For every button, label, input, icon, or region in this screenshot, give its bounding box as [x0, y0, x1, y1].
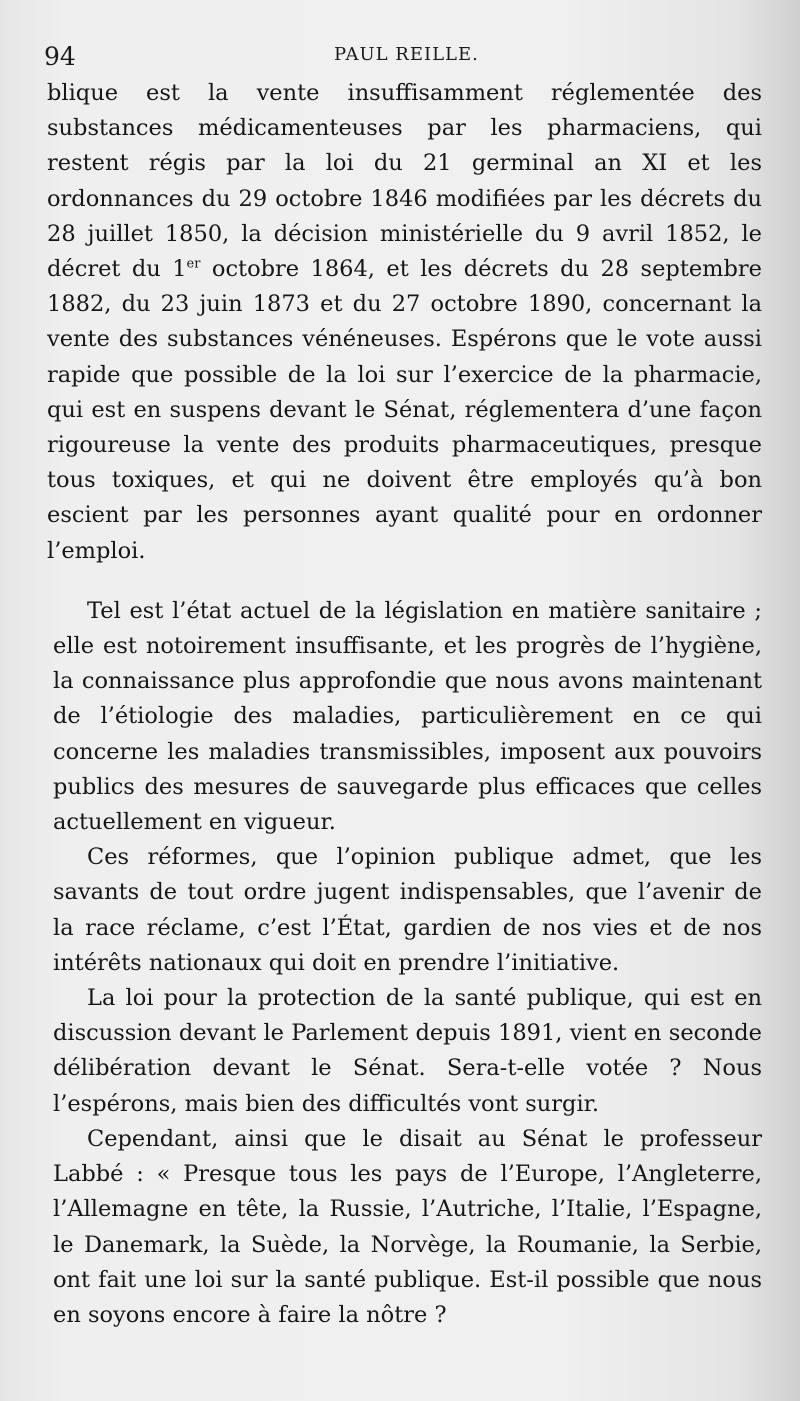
- paragraph-text: blique est la vente insuffisamment réglementée des substances médicamenteuses par les pharmaciens, qui restent régis par la loi du 21 germinal an XI et les ordonnances du 29 octobre 1846 modifiées par les décrets du 28 juillet 1850, la décision ministérielle du 9 avril 1852, le décret du 1: [47, 80, 762, 283]
- page-number: 94: [44, 42, 76, 71]
- page-header: [44, 38, 760, 74]
- page-body: [47, 76, 762, 1333]
- paragraph-public-health-law: La loi pour la protection de la santé publique, qui est en discussion devant le Parlement depuis 1891, vient en seconde délibération devant le Sénat. Sera-t-elle votée ? Nous l’espérons, mais bien des difficultés vont surgir.: [53, 985, 762, 1117]
- paragraph-reforms: Ces réformes, que l’opinion publique admet, que les savants de tout ordre jugent indispensables, que l’avenir de la race réclame, c’est l’État, gardien de nos vies et de nos intérêts nationaux qui doit en prendre l’initiative.: [53, 844, 762, 976]
- paragraph-text-after: octobre 1864, et les décrets du 28 septembre 1882, du 23 juin 1873 et du 27 octobre 1890, concernant la vente des substances vénéneuses. Espérons que le vote aussi rapide que possible de la loi sur l’exercice de la pharmacie, qui est en suspens devant le Sénat, réglementera d’une façon rigoureuse la vente des produits pharmaceutiques, presque tous toxiques, et qui ne doivent être employés qu’à bon escient par les personnes ayant qualité pour en ordonner l’emploi.: [47, 256, 762, 564]
- ordinal-superscript: er: [186, 256, 201, 272]
- running-title: PAUL REILLE.: [334, 44, 479, 65]
- paragraph-legislation-state: Tel est l’état actuel de la législation en matière sanitaire ; elle est notoirement insuffisante, et les progrès de l’hygiène, la connaissance plus approfondie que nous avons maintenant de l’étiologie des maladies, particulièrement en ce qui concerne les maladies transmissibles, imposent aux pouvoirs publics des mesures de sauvegarde plus efficaces que celles actuellement en vigueur.: [53, 597, 762, 836]
- paragraph-labbe-quote: Cependant, ainsi que le disait au Sénat le professeur Labbé : « Presque tous les pays de l’Europe, l’Angleterre, l’Allemagne en tête, la Russie, l’Autriche, l’Italie, l’Espagne, le Danemark, la Suède, la Norvège, la Roumanie, la Serbie, ont fait une loi sur la santé publique. Est-il possible que nous en soyons encore à faire la nôtre ?: [53, 1125, 762, 1328]
- paragraph-continued: [47, 76, 762, 569]
